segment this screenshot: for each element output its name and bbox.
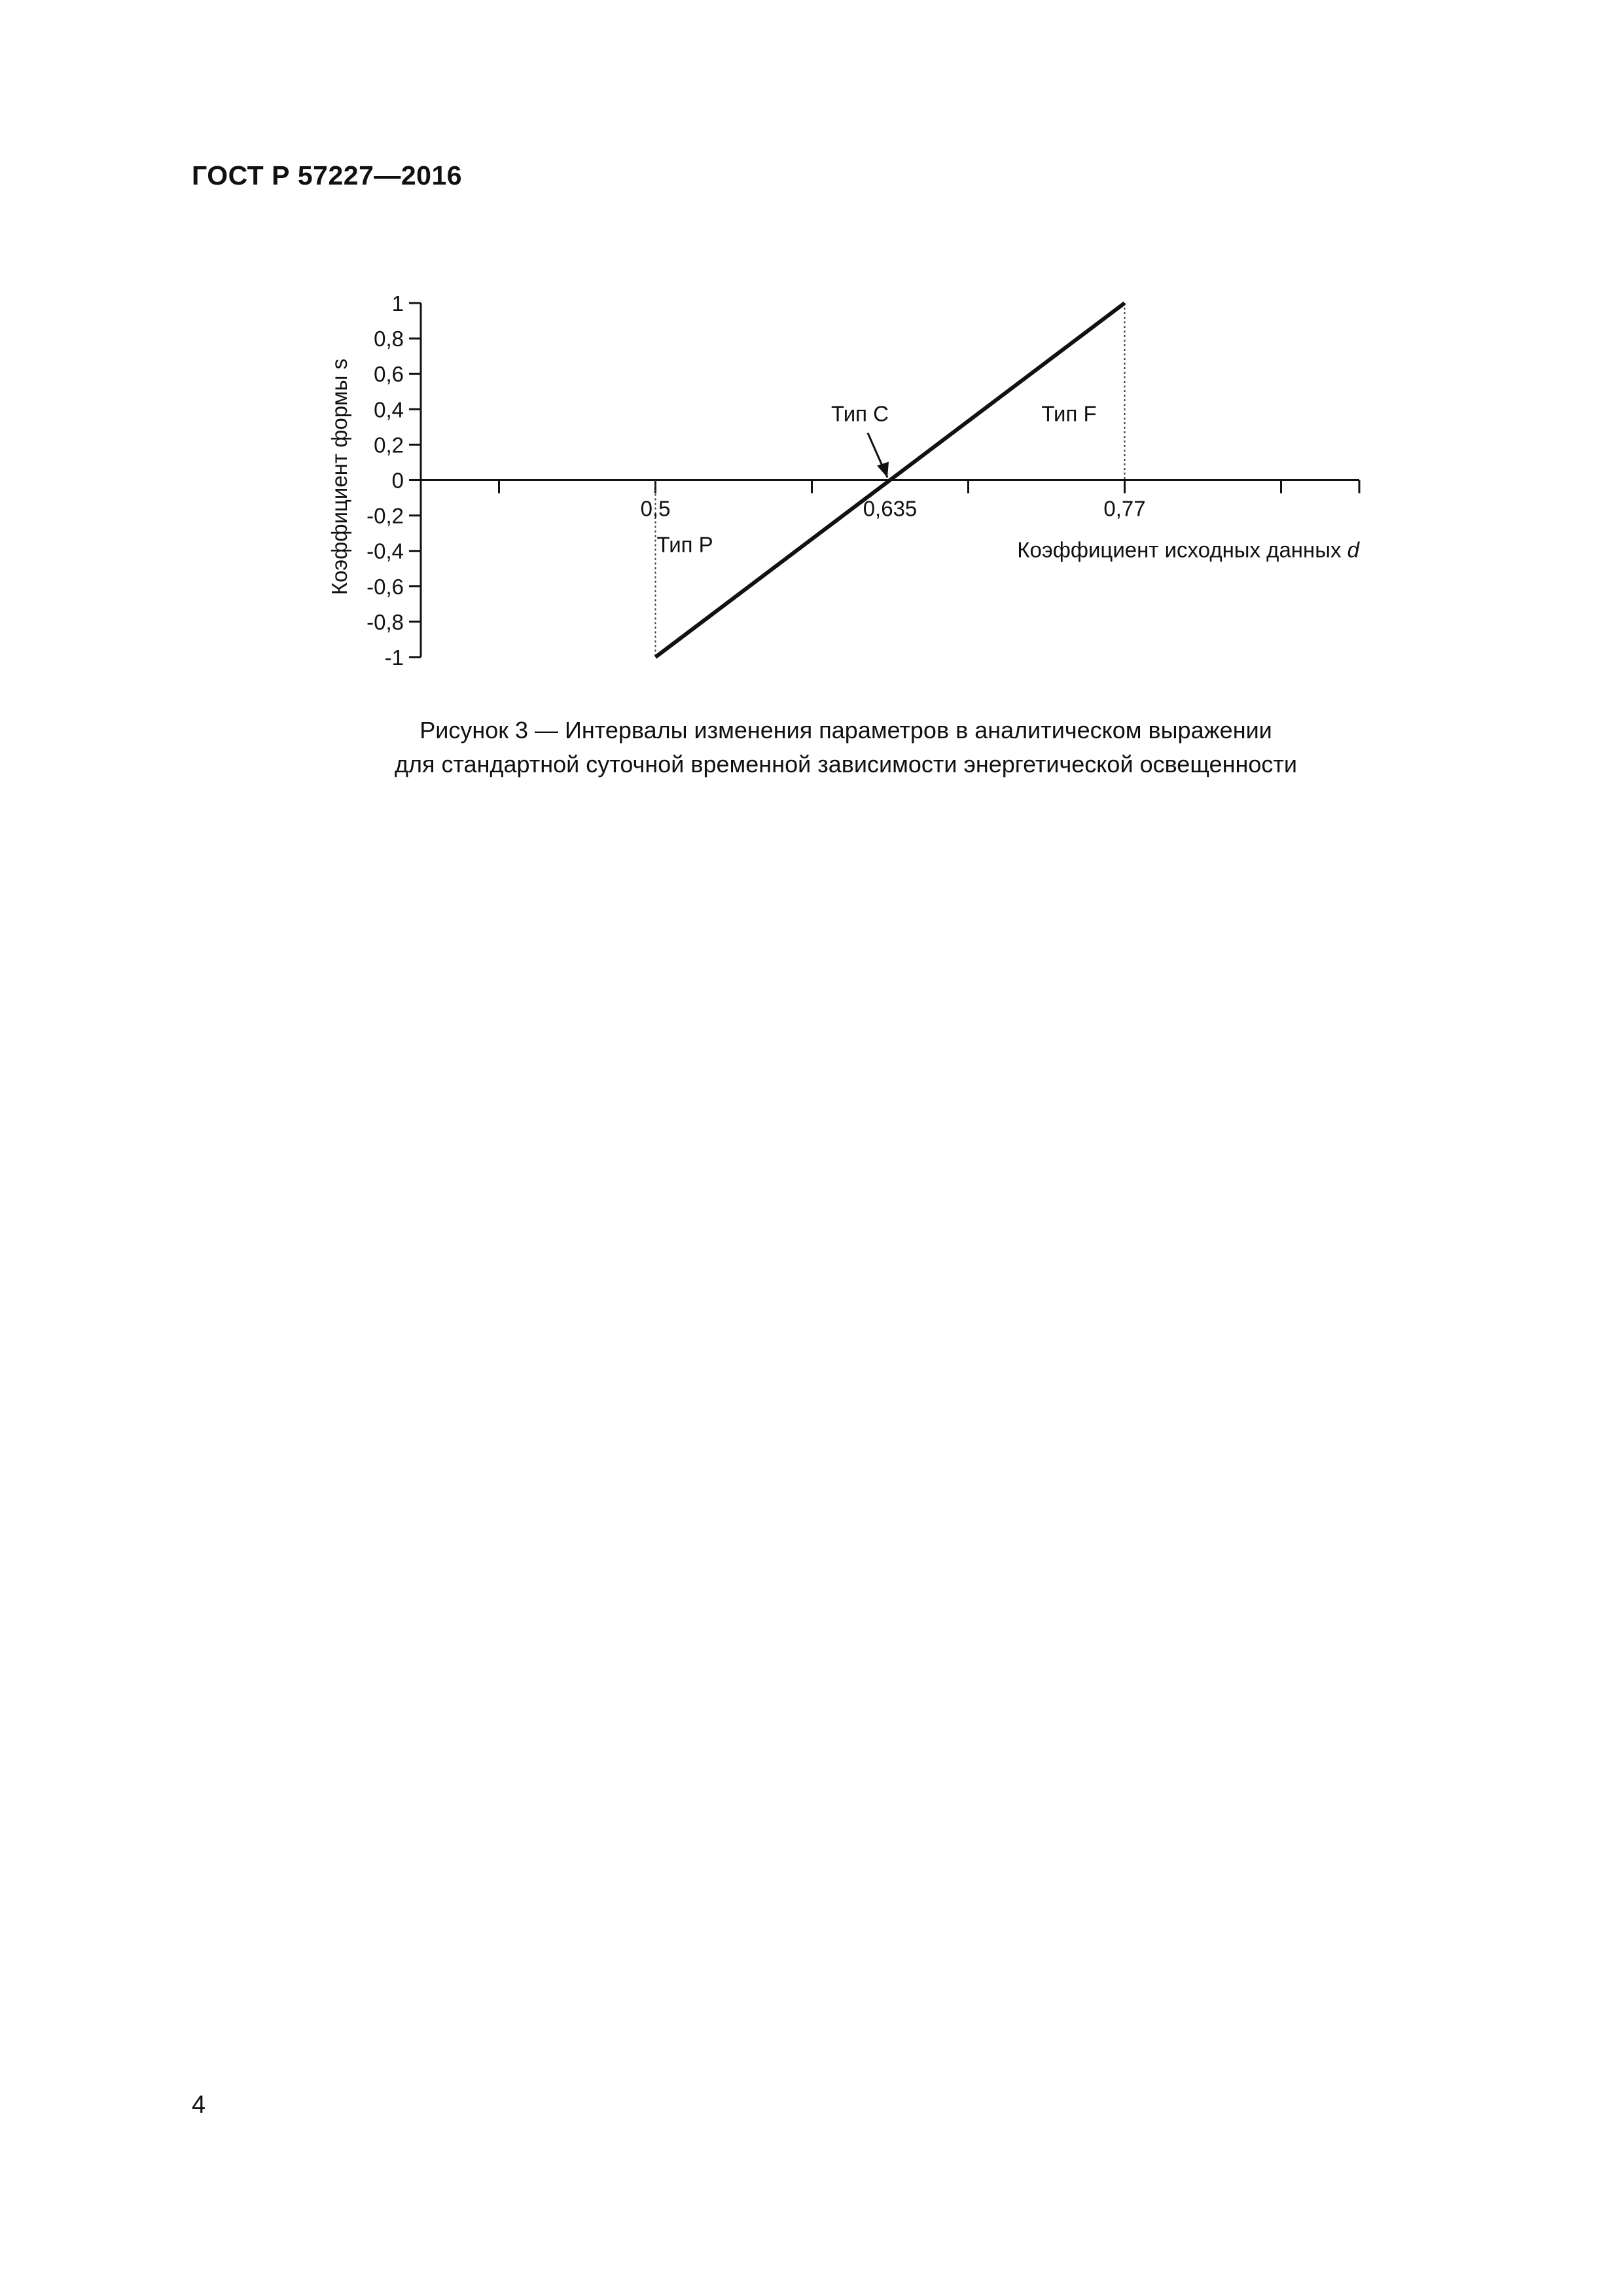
x-tick-label: 0,5	[640, 496, 671, 521]
arrow-head	[877, 462, 889, 478]
y-tick-label: 0,2	[374, 433, 404, 457]
figure-caption-line-1: Рисунок 3 — Интервалы изменения параметров в аналитическом выражении	[419, 717, 1272, 744]
y-axis-label: Коэффициент формы s	[327, 358, 351, 596]
document-header: ГОСТ Р 57227—2016	[192, 160, 463, 190]
y-tick-label: -1	[384, 645, 404, 670]
x-axis-label-text: Коэффициент исходных данных	[1017, 537, 1347, 562]
y-tick-label: -0,2	[366, 503, 404, 528]
x-axis-label	[1017, 538, 1360, 562]
y-tick-label: 1	[391, 291, 404, 315]
annotation-type-p: Тип P	[656, 532, 713, 557]
page-number: 4	[192, 2091, 206, 2119]
chart	[0, 0, 1623, 707]
y-tick-label: -0,4	[366, 539, 404, 564]
x-axis-label-symbol: d	[1347, 537, 1359, 562]
y-tick-label: -0,6	[366, 574, 404, 599]
figure-caption-line-2: для стандартной суточной временной зависимости энергетической освещенности	[395, 751, 1297, 778]
annotation-type-f: Тип F	[1041, 401, 1097, 426]
annotation-type-c: Тип C	[830, 401, 889, 426]
y-tick-label: 0,8	[374, 327, 404, 351]
x-tick-label: 0,635	[863, 496, 918, 521]
x-tick-label: 0,77	[1103, 496, 1146, 521]
y-tick-label: 0,4	[374, 397, 404, 422]
y-tick-label: -0,8	[366, 609, 404, 634]
y-tick-label: 0,6	[374, 362, 404, 387]
y-tick-label: 0	[391, 468, 404, 493]
